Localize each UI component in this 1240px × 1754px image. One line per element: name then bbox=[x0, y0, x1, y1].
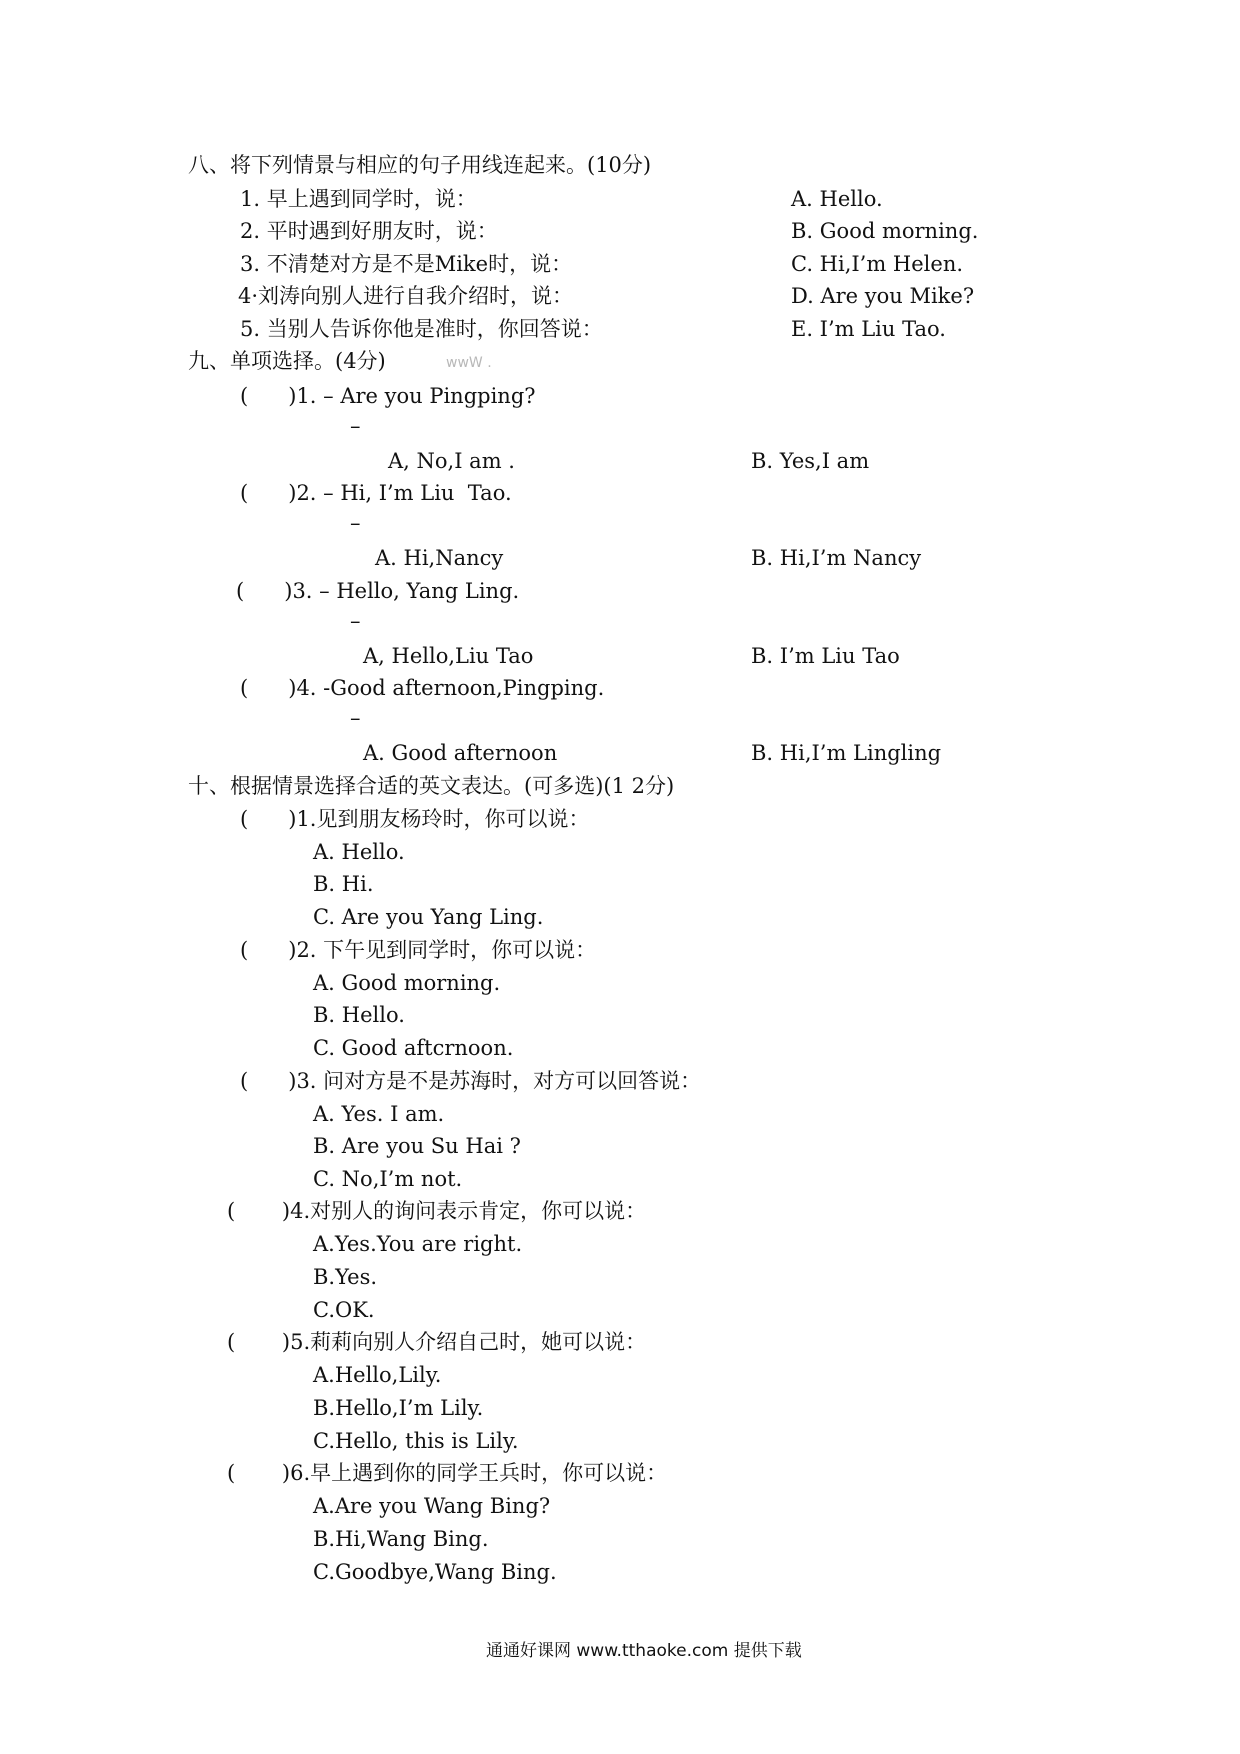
option-item: B. Hi. bbox=[313, 872, 374, 896]
answer-dash: – bbox=[350, 414, 361, 438]
question-stem: ( )3. – Hello, Yang Ling. bbox=[236, 579, 520, 603]
option-item: A.Yes.You are right. bbox=[313, 1232, 523, 1256]
answer-dash: – bbox=[350, 706, 361, 730]
matching-right-item: A. Hello. bbox=[791, 187, 883, 211]
option-item: A.Hello,Lily. bbox=[313, 1363, 442, 1387]
matching-right-item: D. Are you Mike? bbox=[791, 284, 975, 308]
watermark-text: wwW . bbox=[446, 355, 492, 371]
question-stem: ( )3. 问对方是不是苏海时，对方可以回答说： bbox=[240, 1069, 702, 1093]
matching-left-item: 2. 平时遇到好朋友时，说： bbox=[240, 219, 498, 243]
option-item: A. Yes. I am. bbox=[313, 1102, 445, 1126]
matching-right-item: B. Good morning. bbox=[791, 219, 979, 243]
option-item: B. Hello. bbox=[313, 1003, 405, 1027]
option-b: B. Hi,I’m Nancy bbox=[751, 546, 922, 570]
question-stem: ( )6.早上遇到你的同学王兵时，你可以说： bbox=[227, 1461, 668, 1485]
option-item: A.Are you Wang Bing? bbox=[313, 1494, 551, 1518]
option-a: A, No,I am . bbox=[388, 449, 515, 473]
option-b: B. Yes,I am bbox=[751, 449, 870, 473]
matching-left-item: 4·刘涛向别人进行自我介绍时，说： bbox=[238, 284, 574, 308]
question-stem: ( )4.对别人的询问表示肯定，你可以说： bbox=[227, 1199, 647, 1223]
answer-dash: – bbox=[350, 511, 361, 535]
question-stem: ( )1. – Are you Pingping? bbox=[240, 384, 536, 408]
option-item: C. Are you Yang Ling. bbox=[313, 905, 544, 929]
question-stem: ( )1.见到朋友杨玲时，你可以说： bbox=[240, 807, 590, 831]
footer-credit: 通通好课网 www.tthaoke.com 提供下载 bbox=[486, 1641, 802, 1661]
question-stem: ( )2. – Hi, I’m Liu Tao. bbox=[240, 481, 512, 505]
option-b: B. Hi,I’m Lingling bbox=[751, 741, 942, 765]
option-item: A. Good morning. bbox=[313, 971, 501, 995]
answer-dash: – bbox=[350, 609, 361, 633]
option-item: C.Goodbye,Wang Bing. bbox=[313, 1560, 557, 1584]
matching-left-item: 5. 当别人告诉你他是准时，你回答说： bbox=[240, 317, 603, 341]
section-8-heading: 八、将下列情景与相应的句子用线连起来。(10分) bbox=[188, 153, 652, 177]
option-item: C. No,I’m not. bbox=[313, 1167, 463, 1191]
matching-left-item: 3. 不清楚对方是不是Mike时，说： bbox=[240, 252, 573, 276]
matching-left-item: 1. 早上遇到同学时，说： bbox=[240, 187, 477, 211]
option-a: A. Hi,Nancy bbox=[375, 546, 504, 570]
option-a: A. Good afternoon bbox=[363, 741, 558, 765]
option-item: B.Hi,Wang Bing. bbox=[313, 1527, 489, 1551]
question-stem: ( )2. 下午见到同学时，你可以说： bbox=[240, 938, 597, 962]
section-10-heading: 十、根据情景选择合适的英文表达。(可多选)(1 2分) bbox=[188, 774, 675, 798]
question-stem: ( )4. -Good afternoon,Pingping. bbox=[240, 676, 605, 700]
matching-right-item: E. I’m Liu Tao. bbox=[791, 317, 946, 341]
option-b: B. I’m Liu Tao bbox=[751, 644, 900, 668]
question-stem: ( )5.莉莉向别人介绍自己时，她可以说： bbox=[227, 1330, 647, 1354]
section-9-heading: 九、单项选择。(4分) bbox=[188, 349, 386, 373]
option-item: C.Hello, this is Lily. bbox=[313, 1429, 519, 1453]
option-item: A. Hello. bbox=[313, 840, 405, 864]
option-a: A, Hello,Liu Tao bbox=[363, 644, 534, 668]
option-item: C.OK. bbox=[313, 1298, 375, 1322]
option-item: B.Yes. bbox=[313, 1265, 378, 1289]
option-item: B. Are you Su Hai ? bbox=[313, 1134, 521, 1158]
option-item: B.Hello,I’m Lily. bbox=[313, 1396, 484, 1420]
matching-right-item: C. Hi,I’m Helen. bbox=[791, 252, 964, 276]
option-item: C. Good aftcrnoon. bbox=[313, 1036, 514, 1060]
